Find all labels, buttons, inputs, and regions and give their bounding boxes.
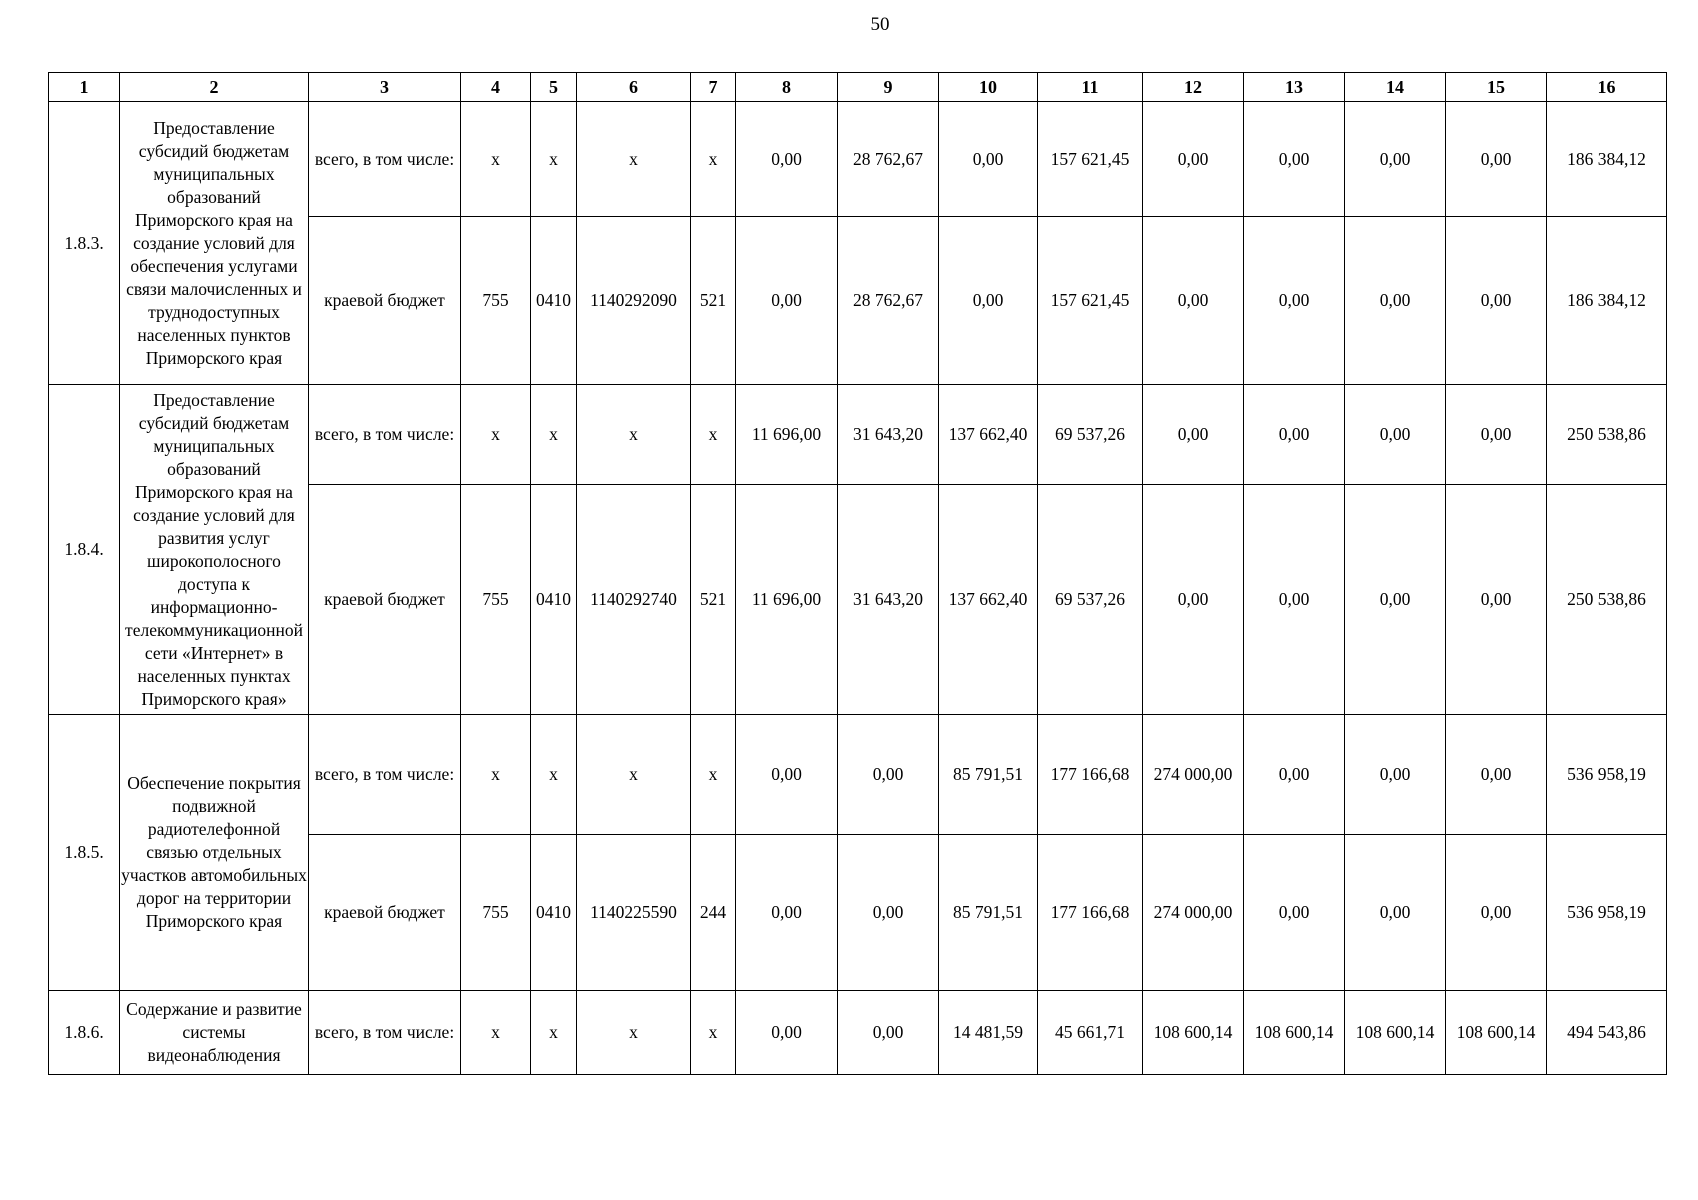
value-cell: 0,00: [1446, 835, 1547, 991]
cell: 521: [691, 485, 736, 715]
col-header: 12: [1143, 73, 1244, 102]
value-cell: 0,00: [1345, 217, 1446, 385]
value-cell: 137 662,40: [939, 485, 1038, 715]
col-header: 11: [1038, 73, 1143, 102]
value-cell: 0,00: [1345, 385, 1446, 485]
value-cell: 0,00: [1345, 102, 1446, 217]
funding-source: всего, в том числе:: [309, 991, 461, 1075]
funding-source: всего, в том числе:: [309, 715, 461, 835]
cell: x: [461, 991, 531, 1075]
value-cell: 0,00: [838, 715, 939, 835]
cell: 1140292740: [577, 485, 691, 715]
value-cell: 0,00: [1345, 715, 1446, 835]
cell: 755: [461, 485, 531, 715]
budget-table: [48, 72, 1667, 1075]
cell: 244: [691, 835, 736, 991]
value-cell: 0,00: [1143, 217, 1244, 385]
funding-source: краевой бюджет: [309, 217, 461, 385]
value-cell: 69 537,26: [1038, 485, 1143, 715]
cell: x: [691, 385, 736, 485]
value-cell: 31 643,20: [838, 485, 939, 715]
cell: 0410: [531, 217, 577, 385]
col-header: 16: [1547, 73, 1667, 102]
row-name: Предоставление субсидий бюджетам муниципальных образований Приморского края на создание условий для обеспечения услугами связи малочисленных и труднодоступных населенных пунктов Приморского края: [120, 102, 309, 385]
value-cell: 494 543,86: [1547, 991, 1667, 1075]
row-name: Предоставление субсидий бюджетам муниципальных образований Приморского края на создание условий для развития услуг широкополосного доступа к информационно-телекоммуникационной сети «Интернет» в населенных пунктах Приморского края»: [120, 385, 309, 715]
value-cell: 0,00: [1345, 835, 1446, 991]
col-header: 4: [461, 73, 531, 102]
table-row: [49, 102, 1667, 217]
col-header: 2: [120, 73, 309, 102]
value-cell: 274 000,00: [1143, 715, 1244, 835]
value-cell: 157 621,45: [1038, 217, 1143, 385]
value-cell: 31 643,20: [838, 385, 939, 485]
cell: x: [531, 715, 577, 835]
value-cell: 0,00: [1446, 485, 1547, 715]
value-cell: 0,00: [1143, 102, 1244, 217]
cell: x: [691, 102, 736, 217]
value-cell: 0,00: [736, 835, 838, 991]
row-code: 1.8.3.: [49, 102, 120, 385]
cell: 1140225590: [577, 835, 691, 991]
value-cell: 0,00: [1446, 217, 1547, 385]
value-cell: 250 538,86: [1547, 385, 1667, 485]
row-code: 1.8.4.: [49, 385, 120, 715]
cell: x: [577, 715, 691, 835]
table-row: [49, 385, 1667, 485]
value-cell: 0,00: [1446, 102, 1547, 217]
row-name: Содержание и развитие системы видеонаблюдения: [120, 991, 309, 1075]
value-cell: 45 661,71: [1038, 991, 1143, 1075]
value-cell: 0,00: [1244, 217, 1345, 385]
value-cell: 0,00: [1143, 485, 1244, 715]
value-cell: 11 696,00: [736, 485, 838, 715]
value-cell: 0,00: [1345, 485, 1446, 715]
cell: 1140292090: [577, 217, 691, 385]
cell: x: [531, 991, 577, 1075]
value-cell: 108 600,14: [1143, 991, 1244, 1075]
value-cell: 0,00: [1244, 385, 1345, 485]
col-header: 14: [1345, 73, 1446, 102]
value-cell: 28 762,67: [838, 102, 939, 217]
row-name: Обеспечение покрытия подвижной радиотелефонной связью отдельных участков автомобильных дорог на территории Приморского края: [120, 715, 309, 991]
cell: x: [691, 715, 736, 835]
cell: 755: [461, 835, 531, 991]
col-header: 5: [531, 73, 577, 102]
cell: 755: [461, 217, 531, 385]
col-header: 10: [939, 73, 1038, 102]
value-cell: 177 166,68: [1038, 835, 1143, 991]
value-cell: 0,00: [1446, 715, 1547, 835]
value-cell: 28 762,67: [838, 217, 939, 385]
value-cell: 0,00: [736, 991, 838, 1075]
value-cell: 250 538,86: [1547, 485, 1667, 715]
cell: x: [577, 102, 691, 217]
col-header: 3: [309, 73, 461, 102]
value-cell: 0,00: [1244, 485, 1345, 715]
value-cell: 0,00: [736, 715, 838, 835]
value-cell: 0,00: [939, 217, 1038, 385]
value-cell: 0,00: [1244, 102, 1345, 217]
cell: x: [531, 102, 577, 217]
cell: x: [691, 991, 736, 1075]
cell: x: [577, 991, 691, 1075]
col-header: 15: [1446, 73, 1547, 102]
value-cell: 0,00: [838, 835, 939, 991]
value-cell: 0,00: [1244, 835, 1345, 991]
cell: x: [461, 715, 531, 835]
cell: 0410: [531, 835, 577, 991]
value-cell: 0,00: [1244, 715, 1345, 835]
page-number: 50: [870, 14, 890, 35]
funding-source: всего, в том числе:: [309, 102, 461, 217]
value-cell: 536 958,19: [1547, 715, 1667, 835]
funding-source: краевой бюджет: [309, 485, 461, 715]
cell: 0410: [531, 485, 577, 715]
value-cell: 0,00: [939, 102, 1038, 217]
value-cell: 69 537,26: [1038, 385, 1143, 485]
value-cell: 137 662,40: [939, 385, 1038, 485]
value-cell: 14 481,59: [939, 991, 1038, 1075]
value-cell: 157 621,45: [1038, 102, 1143, 217]
col-header: 1: [49, 73, 120, 102]
value-cell: 108 600,14: [1446, 991, 1547, 1075]
value-cell: 85 791,51: [939, 835, 1038, 991]
value-cell: 0,00: [838, 991, 939, 1075]
value-cell: 177 166,68: [1038, 715, 1143, 835]
table-row: [49, 991, 1667, 1075]
value-cell: 274 000,00: [1143, 835, 1244, 991]
col-header: 9: [838, 73, 939, 102]
value-cell: 108 600,14: [1244, 991, 1345, 1075]
value-cell: 186 384,12: [1547, 102, 1667, 217]
value-cell: 108 600,14: [1345, 991, 1446, 1075]
value-cell: 85 791,51: [939, 715, 1038, 835]
table-row: [49, 715, 1667, 835]
cell: x: [461, 102, 531, 217]
value-cell: 0,00: [1446, 385, 1547, 485]
row-code: 1.8.6.: [49, 991, 120, 1075]
funding-source: всего, в том числе:: [309, 385, 461, 485]
col-header: 6: [577, 73, 691, 102]
header-row: [49, 73, 1667, 102]
value-cell: 0,00: [1143, 385, 1244, 485]
value-cell: 11 696,00: [736, 385, 838, 485]
col-header: 7: [691, 73, 736, 102]
row-code: 1.8.5.: [49, 715, 120, 991]
col-header: 13: [1244, 73, 1345, 102]
col-header: 8: [736, 73, 838, 102]
cell: x: [577, 385, 691, 485]
value-cell: 536 958,19: [1547, 835, 1667, 991]
funding-source: краевой бюджет: [309, 835, 461, 991]
cell: 521: [691, 217, 736, 385]
value-cell: 0,00: [736, 217, 838, 385]
cell: x: [461, 385, 531, 485]
value-cell: 186 384,12: [1547, 217, 1667, 385]
value-cell: 0,00: [736, 102, 838, 217]
cell: x: [531, 385, 577, 485]
